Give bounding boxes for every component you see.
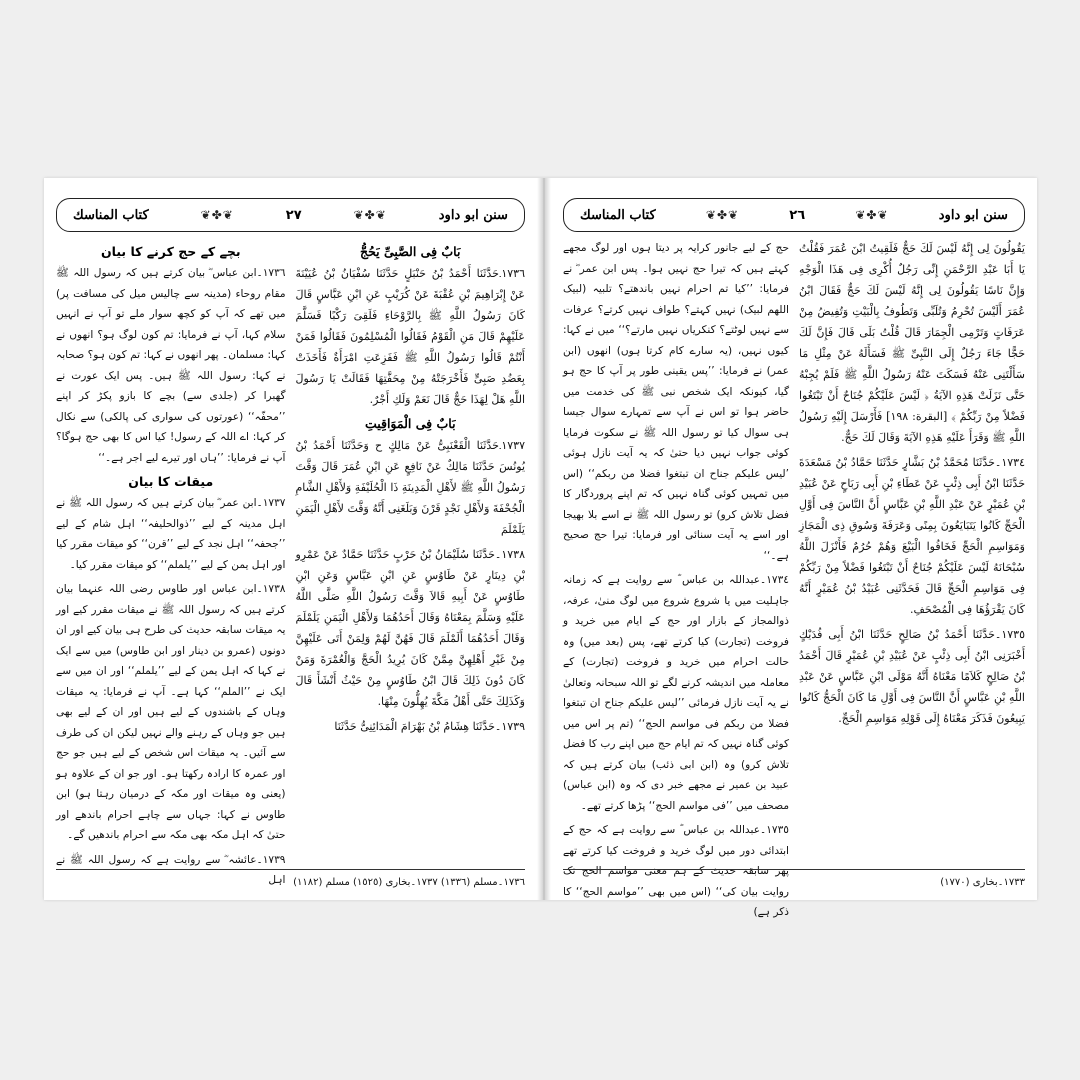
chapter-title: كتاب المناسك [580,207,656,223]
book-gutter [537,178,551,900]
urdu-paragraph: ١٧٣٩۔عائشہ ؓ سے روایت ہے کہ رسول اللہ ﷺ نے اہل [56,853,286,886]
page-footer: ١٧٣٦۔مسلم (١٣٣٦) ١٧٣٧۔بخاری (١٥٢٥) مسلم (١١٨٢) [293,877,525,888]
left-page [44,178,537,900]
footer-divider [56,869,525,870]
section-heading: بَابٌ فِى الْمَوَاقِيتِ [364,416,456,431]
urdu-paragraph: حج کے لیے جانور کرایہ پر دیتا ہوں اور لوگ مجھے کہتے ہیں کہ تیرا حج نہیں ہوا۔ پس ابن عمر ؓ نے فرمایا: ’’کیا تم احرام نہیں باندھتے؟ تلبیہ (لبیک اللھم لبیک) نہیں کہتے؟ طواف نہیں کرتے؟ عرفات سے نہیں لوٹتے؟ کنکریاں نہیں مارتے؟‘‘ میں نے کہا: کیوں نہیں، (یہ سارے کام کرتا ہوں) انھوں (ابن عمر) نے فرمایا: ’’پس یقینی طور پر آپ کا حج ہو گیا، کیونکہ ایک شخص نبی ﷺ کی خدمت میں حاضر ہوا تو اس نے آپ سے تمہارے سوال جیسا ہی سوال کیا تو رسول اللہ ﷺ نے سکوت فرمایا کوئی جواب نہیں دیا حتیٰ کہ یہ آیت نازل ہوئی ’لیس علیکم جناح ان تبتغوا فضلا من ربکم‘‘ (اس میں تمہیں کوئی گناہ نہیں کہ تم اپنے پروردگار کا فضل تلاش کرو) تو رسول اللہ ﷺ نے اسے بلا بھیجا اور اسے یہ آیت سنائی اور فرمایا: تیرا حج صحیح ہے۔‘‘ [563,242,789,562]
arabic-column [799,238,1025,856]
arabic-paragraph: يَقُولُونَ لِى إِنَّهُ لَيْسَ لَكَ حَجٌّ فَلَقِيتُ ابْنَ عُمَرَ فَقُلْتُ يَا أَبَا عَبْدِ الرَّحْمَنِ إِنِّى رَجُلٌ أُكْرِى فِى هَذَا الْوَجْهِ وَإِنَّ نَاسًا يَقُولُونَ لِى إِنَّهُ لَيْسَ لَكَ حَجٌّ فَقَالَ ابْنُ عُمَرَ أَلَيْسَ تُحْرِمُ وَتُلَبِّى وَتَطُوفُ بِالْبَيْتِ وَتُفِيضُ مِنْ عَرَفَاتٍ وَتَرْمِى الْجِمَارَ قَالَ قُلْتُ بَلَى قَالَ فَإِنَّ لَكَ حَجًّا جَاءَ رَجُلٌ إِلَى النَّبِىِّ ﷺ فَسَأَلَهُ عَنْ مِثْلِ مَا سَأَلْتَنِى عَنْهُ فَسَكَتَ عَنْهُ رَسُولُ اللَّهِ ﷺ فَلَمْ يُجِبْهُ حَتَّى نَزَلَتْ هَذِهِ الآيَةُ ﴿ لَيْسَ عَلَيْكُمْ جُنَاحٌ أَنْ تَبْتَغُوا فَضْلاً مِنْ رَبِّكُمْ ﴾ [البقرة: ١٩٨] فَأَرْسَلَ إِلَيْهِ رَسُولُ اللَّهِ ﷺ وَقَرَأَ عَلَيْهِ هَذِهِ الآيَةَ وَقَالَ لَكَ حَجٌّ. [799,242,1025,444]
page-number: ٢٧ [285,207,302,223]
page-header [56,198,525,232]
urdu-column [56,238,286,886]
section-heading: بچے کے حج کرنے کا بیان [100,244,241,259]
arabic-paragraph: ١٧٣٤۔حَدَّثَنَا مُحَمَّدُ بْنُ بَشَّارٍ حَدَّثَنَا حَمَّادُ بْنُ مَسْعَدَةَ حَدَّثَنَا ابْنُ أَبِى ذِئْبٍ عَنْ عَطَاءِ بْنِ أَبِى رَبَاحٍ عَنْ عُبَيْدِ بْنِ عُمَيْرٍ عَنْ عَبْدِ اللَّهِ بْنِ عَبَّاسٍ أَنَّ النَّاسَ فِى أَوَّلِ الْحَجِّ كَانُوا يَتَبَايَعُونَ بِمِنًى وَعَرَفَةَ وَسُوقِ ذِى الْمَجَازِ وَمَوَاسِمِ الْحَجِّ فَخَافُوا الْبَيْعَ وَهُمْ حُرُمٌ فَأَنْزَلَ اللَّهُ سُبْحَانَهُ لَيْسَ عَلَيْكُمْ جُنَاحٌ أَنْ تَبْتَغُوا فَضْلاً مِنْ رَبِّكُمْ فِى مَوَاسِمِ الْحَجِّ قَالَ فَحَدَّثَنِى عُبَيْدُ بْنُ عُمَيْرٍ أَنَّهُ كَانَ يَقْرَؤُهَا فِى الْمُصْحَفِ. [799,456,1025,616]
page-footer: ١٧٣٣۔بخاری (١٧٧٠) [940,877,1025,888]
book-spread [44,178,1037,918]
urdu-paragraph: ١٧٣٥۔عبداللہ بن عباس ؓ سے روایت ہے کہ حج کے ابتدائی دور میں لوگ خرید و فروخت کیا کرتے تھے پھر سابقہ حدیث کے ہم معنی مواسم الحج تک روایت بیان کی‘‘ (اس میں بھی ’’مواسم الحج‘‘ کا ذکر ہے) [563,824,789,918]
ornament-icon: ❦✤❦ [353,208,387,222]
footer-divider [563,869,1025,870]
chapter-title: كتاب المناسك [73,207,149,223]
arabic-paragraph: ١٧٣٦۔حَدَّثَنَا أَحْمَدُ بْنُ حَنْبَلٍ حَدَّثَنَا سُفْيَانُ بْنُ عُيَيْنَةَ عَنْ إِبْرَاهِيمَ بْنِ عُقْبَةَ عَنْ كُرَيْبٍ عَنِ ابْنِ عَبَّاسٍ قَالَ كَانَ رَسُولُ اللَّهِ ﷺ بِالرَّوْحَاءِ فَلَقِىَ رَكْبًا فَسَلَّمَ عَلَيْهِمْ قَالَ مَنِ الْقَوْمُ فَقَالُوا الْمُسْلِمُونَ فَقَالُوا فَمَنْ أَنْتُمْ قَالُوا رَسُولُ اللَّهِ ﷺ فَفَزِعَتِ امْرَأَةٌ فَأَخَذَتْ بِعَضُدِ صَبِىٍّ فَأَخْرَجَتْهُ مِنْ مِحَفَّتِهَا فَقَالَتْ يَا رَسُولَ اللَّهِ هَلْ لِهَذَا حَجٌّ قَالَ نَعَمْ وَلَكِ أَجْرٌ. [295,267,525,406]
urdu-paragraph: ١٧٣٨۔ابن عباس اور طاوس رضی اللہ عنہما بیان کرتے ہیں کہ رسول اللہ ﷺ نے میقات مقرر کیے اور یہ میقات سابقہ حدیث کی طرح ہی بیان کیے اور ان دونوں (عمرو بن دینار اور ابن طاوس) میں سے ایک نے کہا کہ اہل یمن کے لیے ’’یلملم‘‘ اور ان میں سے ایک نے ’’الملم‘‘ کہا ہے۔ آپ نے فرمایا: یہ میقات وہاں کے باشندوں کے لیے ہیں اور ان کے لیے بھی ہیں جو وہاں کے رہنے والے نہیں لیکن ان کی طرف سے آئیں۔ یہ میقات اس شخص کے لیے ہیں جو حج اور عمرہ کا ارادہ رکھتا ہو۔ اور جو ان کے علاوہ ہو (یعنی وہ میقات اور مکہ کے درمیان رہتا ہو) ابن طاوس نے کہا: جہاں سے چاہے احرام باندھے اور حتیٰ کہ اہل مکہ بھی مکہ سے احرام باندھیں گے۔ [56,583,286,841]
urdu-paragraph: ١٧٣٤۔عبداللہ بن عباس ؓ سے روایت ہے کہ زمانہ جاہلیت میں یا شروع شروع میں لوگ منیٰ، عرفہ، ذوالمجاز کے بازار اور حج کے ایام میں خرید و فروخت (تجارت) کیا کرتے تھے، پس (بعد میں) وہ حالت احرام میں خرید و فروخت (تجارت) کے معاملہ میں اندیشہ کرنے لگے تو اللہ سبحانہ وتعالیٰ نے یہ آیت نازل فرمائی ’’لیس علیکم جناح ان تبتغوا فضلا من ربکم فی مواسم الحج‘‘ (تم پر اس میں کوئی گناہ نہیں کہ تم ایام حج میں اپنے رب کا فضل تلاش کرو) وہ (ابن ابی ذئب) بیان کرتے ہیں کہ عبید بن عمیر نے مجھے خبر دی کہ وہ (ابن عباس) مصحف میں ’’فی مواسم الحج‘‘ پڑھا کرتے تھے۔ [563,574,789,812]
ornament-icon: ❦✤❦ [705,208,740,222]
section-heading: میقات کا بیان [128,474,214,489]
right-page [551,178,1037,918]
urdu-paragraph: ١٧٣٧۔ابن عمر ؓ بیان کرتے ہیں کہ رسول اللہ ﷺ نے اہل مدینہ کے لیے ’’ذوالحلیفہ‘‘ اہل شام کے لیے ’’جحفہ‘‘ اہل نجد کے لیے ’’قرن‘‘ کو میقات مقرر کیا اور اہل یمن کے لیے ’’یلملم‘‘ کو میقات مقرر کیا۔ [56,497,286,571]
ornament-icon: ❦✤❦ [200,208,234,222]
arabic-paragraph: ١٧٣٩۔حَدَّثَنَا هِشَامُ بْنُ بَهْرَامَ الْمَدَائِنِىُّ حَدَّثَنَا [334,720,525,733]
arabic-paragraph: ١٧٣٨۔حَدَّثَنَا سُلَيْمَانُ بْنُ حَرْبٍ حَدَّثَنَا حَمَّادٌ عَنْ عَمْرِو بْنِ دِينَارٍ عَنْ طَاوُسٍ عَنِ ابْنِ عَبَّاسٍ وَعَنِ ابْنِ طَاوُسٍ عَنْ أَبِيهِ قَالاَ وَقَّتَ رَسُولُ اللَّهِ صَلَّى اللَّهُ عَلَيْهِ وَسَلَّمَ بِمَعْنَاهُ وَقَالَ أَحَدُهُمَا وَلأَهْلِ الْيَمَنِ يَلَمْلَمَ وَقَالَ أَحَدُهُمَا أَلَمْلَمَ قَالَ فَهُنَّ لَهُمْ وَلِمَنْ أَتَى عَلَيْهِنَّ مِنْ غَيْرِ أَهْلِهِنَّ مِمَّنْ كَانَ يُرِيدُ الْحَجَّ وَالْعُمْرَةَ وَمَنْ كَانَ دُونَ ذَلِكَ قَالَ ابْنُ طَاوُسٍ مِنْ حَيْثُ أَنْشَأَ قَالَ وَكَذَلِكَ حَتَّى أَهْلُ مَكَّةَ يُهِلُّونَ مِنْهَا. [295,548,525,708]
arabic-column [296,238,526,856]
book-title: سنن ابو داود [938,207,1008,223]
arabic-paragraph: ١٧٣٧۔حَدَّثَنَا الْقَعْنَبِىُّ عَنْ مَالِكٍ ح وَحَدَّثَنَا أَحْمَدُ بْنُ يُونُسَ حَدَّثَنَا مَالِكٌ عَنْ نَافِعٍ عَنِ ابْنِ عُمَرَ قَالَ وَقَّتَ رَسُولُ اللَّهِ ﷺ لأَهْلِ الْمَدِينَةِ ذَا الْحُلَيْفَةِ وَلأَهْلِ الشَّامِ الْجُحْفَةَ وَلأَهْلِ نَجْدٍ قَرْنَ وَبَلَغَنِى أَنَّهُ وَقَّتَ لأَهْلِ الْيَمَنِ يَلَمْلَمَ [295,439,525,536]
arabic-paragraph: ١٧٣٥۔حَدَّثَنَا أَحْمَدُ بْنُ صَالِحٍ حَدَّثَنَا ابْنُ أَبِى فُدَيْكٍ أَخْبَرَنِى ابْنُ أَبِى ذِئْبٍ عَنْ عُبَيْدِ بْنِ عُمَيْرٍ قَالَ أَحْمَدُ بْنُ صَالِحٍ كَلاَمًا مَعْنَاهُ أَنَّهُ مَوْلَى ابْنِ عَبَّاسٍ عَنْ عَبْدِ اللَّهِ بْنِ عَبَّاسٍ أَنَّ النَّاسَ فِى أَوَّلِ مَا كَانَ الْحَجُّ كَانُوا يَبِيعُونَ فَذَكَرَ مَعْنَاهُ إِلَى قَوْلِهِ مَوَاسِمِ الْحَجِّ. [799,628,1025,725]
book-title: سنن ابو داود [438,207,508,223]
ornament-icon: ❦✤❦ [855,208,889,222]
urdu-paragraph: ١٧٣٦۔ابن عباس ؓ بیان کرتے ہیں کہ رسول اللہ ﷺ مقام روحاء (مدینہ سے چالیس میل کی مسافت پر) میں تھے کہ آپ کو کچھ سوار ملے تو آپ نے انہیں سلام کہا، آپ نے فرمایا: تم کون لوگ ہو؟ انھوں نے کہا: مسلمان۔ پھر انھوں نے کہا: تم کون ہو؟ صحابہ نے کہا: رسول اللہ ﷺ ہیں۔ پس ایک عورت نے گھبرا کر (جلدی سے) بچے کا بازو پکڑ کر اپنے ’’محفّہ‘‘ (عورتوں کی سواری کی پالکی) سے نکال کر کہا: اے اللہ کے رسول! کیا اس کا بھی حج ہوگا؟ آپ نے فرمایا: ’’ہاں اور تیرے لیے اجر ہے۔‘‘ [56,267,286,464]
page-header [563,198,1025,232]
section-heading: بَابٌ فِى الصَّبِىِّ يَحُجُّ [360,244,461,259]
page-number: ٢٦ [789,207,806,223]
urdu-column [563,238,789,918]
